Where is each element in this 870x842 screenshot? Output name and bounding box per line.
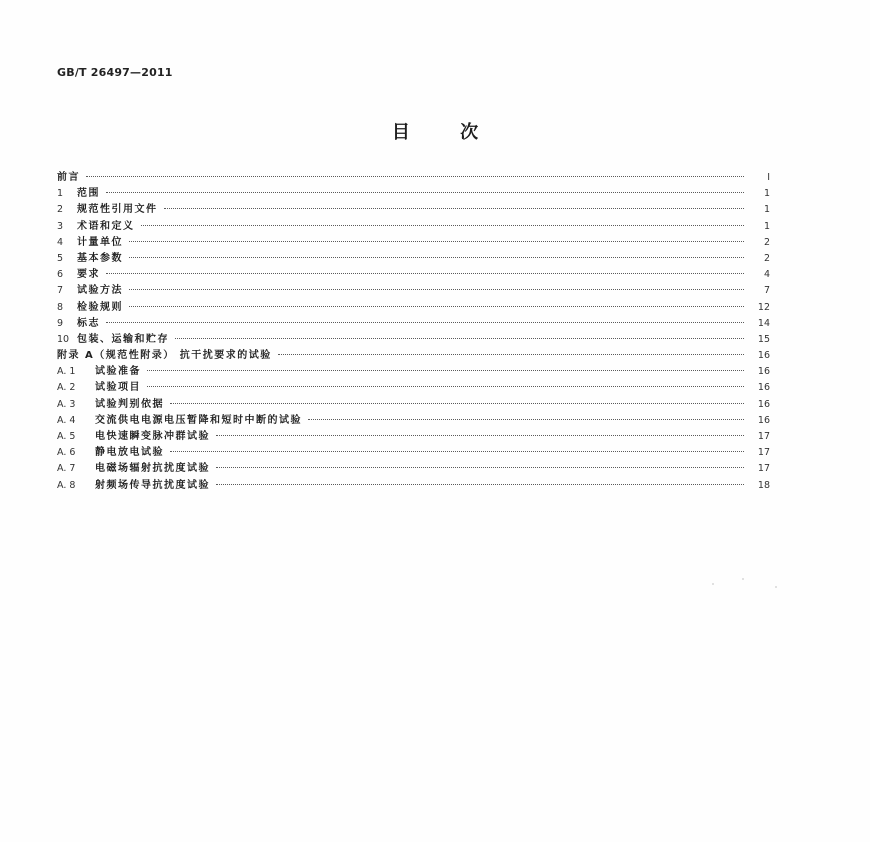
toc-entry-number: 7	[57, 285, 64, 297]
toc-dot-leader	[216, 434, 744, 436]
toc-dot-leader	[308, 418, 744, 420]
toc-entry-number: 3	[57, 220, 64, 232]
toc-entry[interactable]	[57, 267, 770, 283]
toc-entry[interactable]	[57, 413, 770, 429]
toc-dot-leader	[147, 385, 744, 387]
toc-dot-leader	[216, 466, 744, 468]
toc-entry[interactable]	[57, 283, 770, 299]
toc-entry-label: 射频场传导抗扰度试验	[95, 479, 210, 491]
toc-dot-leader	[129, 288, 744, 290]
toc-entry-label: 电磁场辐射抗扰度试验	[95, 463, 210, 475]
toc-entry-page-number: 4	[763, 269, 770, 281]
toc-entry-page-number: 12	[757, 301, 770, 313]
toc-dot-leader	[216, 483, 744, 485]
toc-entry-label: 试验项目	[95, 382, 141, 394]
toc-entry-label: 静电放电试验	[95, 447, 164, 459]
toc-entry[interactable]	[57, 348, 770, 364]
toc-entry-number: 9	[57, 317, 64, 329]
standard-code: GB/T 26497—2011	[57, 66, 173, 79]
toc-entry-number: 8	[57, 301, 64, 313]
toc-entry-page-number: 16	[757, 366, 770, 378]
toc-entry-number: A. 2	[57, 382, 76, 394]
toc-entry-page-number: 18	[757, 479, 770, 491]
toc-entry-number: 10	[57, 333, 70, 345]
toc-entry-number: A. 7	[57, 463, 76, 475]
toc-entry[interactable]	[57, 364, 770, 380]
toc-dot-leader	[106, 321, 744, 323]
toc-entry-number: A. 4	[57, 414, 76, 426]
toc-dot-leader	[170, 450, 744, 452]
toc-entry-page-number: 2	[763, 252, 770, 264]
toc-dot-leader	[129, 305, 744, 307]
toc-entry-page-number: 16	[757, 382, 770, 394]
toc-entry[interactable]	[57, 316, 770, 332]
toc-dot-leader	[129, 240, 744, 242]
toc-entry-page-number: 7	[763, 285, 770, 297]
toc-entry-label: 包装、运输和贮存	[77, 333, 169, 345]
toc-dot-leader	[106, 272, 744, 274]
toc-entry[interactable]	[57, 202, 770, 218]
toc-entry[interactable]	[57, 300, 770, 316]
toc-entry-page-number: 16	[757, 414, 770, 426]
toc-entry-label: 计量单位	[77, 236, 123, 248]
toc-entry-number: 1	[57, 188, 64, 200]
toc-entry[interactable]	[57, 219, 770, 235]
toc-entry-label: 交流供电电源电压暂降和短时中断的试验	[95, 414, 302, 426]
toc-entry[interactable]	[57, 478, 770, 494]
toc-entry-label: 术语和定义	[77, 220, 135, 232]
toc-entry-page-number: 17	[757, 463, 770, 475]
toc-dot-leader	[278, 353, 744, 355]
toc-entry-label: 检验规则	[77, 301, 123, 313]
toc-entry-page-number: 16	[757, 398, 770, 410]
toc-entry[interactable]	[57, 429, 770, 445]
toc-entry-number: A. 6	[57, 447, 76, 459]
toc-entry-number: A. 3	[57, 398, 76, 410]
toc-dot-leader	[170, 402, 744, 404]
toc-dot-leader	[147, 369, 744, 371]
toc-entry[interactable]	[57, 445, 770, 461]
toc-entry-number: A. 8	[57, 479, 76, 491]
toc-dot-leader	[164, 207, 745, 209]
toc-entry-label: 试验方法	[77, 285, 123, 297]
toc-entry-label: 要求	[77, 269, 100, 281]
toc-entry-page-number: 17	[757, 447, 770, 459]
toc-dot-leader	[106, 191, 744, 193]
toc-dot-leader	[141, 224, 745, 226]
toc-entry[interactable]	[57, 380, 770, 396]
scan-speck	[742, 578, 744, 580]
scan-speck	[712, 583, 714, 585]
toc-entry[interactable]	[57, 397, 770, 413]
toc-entry-number: 5	[57, 252, 64, 264]
toc-entry-page-number: 1	[763, 188, 770, 200]
toc-entry-page-number: 2	[763, 236, 770, 248]
toc-entry-page-number: 1	[763, 204, 770, 216]
toc-entry-page-number: I	[767, 172, 770, 183]
toc-entry-label: 标志	[77, 317, 100, 329]
toc-entry-label: 电快速瞬变脉冲群试验	[95, 431, 210, 442]
toc-entry-label: 试验判别依据	[95, 398, 164, 410]
scan-speck	[775, 586, 777, 588]
toc-entry-page-number: 1	[763, 220, 770, 232]
toc-entry-number: A. 1	[57, 366, 76, 378]
toc-dot-leader	[86, 175, 744, 177]
toc-entry-page-number: 15	[757, 333, 770, 345]
toc-entry-page-number: 16	[757, 350, 770, 362]
toc-dot-leader	[129, 256, 744, 258]
toc-entry-page-number: 14	[757, 317, 770, 329]
toc-entry-number: 6	[57, 269, 64, 281]
toc-dot-leader	[175, 337, 744, 339]
toc-entry[interactable]	[57, 170, 770, 186]
toc-entry[interactable]	[57, 332, 770, 348]
toc-entry-label: 范围	[77, 188, 100, 200]
toc-entry-label: 附录 A（规范性附录） 抗干扰要求的试验	[57, 350, 272, 362]
toc-entry-label: 试验准备	[95, 366, 141, 378]
toc-entry-label: 规范性引用文件	[77, 204, 158, 216]
toc-entry-number: A. 5	[57, 431, 76, 442]
toc-entry-number: 2	[57, 204, 64, 216]
toc-entry-label: 基本参数	[77, 252, 123, 264]
table-of-contents	[57, 170, 770, 494]
toc-entry[interactable]	[57, 251, 770, 267]
page-title: 目 次	[391, 122, 479, 143]
toc-entry[interactable]	[57, 461, 770, 477]
toc-entry-number: 4	[57, 236, 64, 248]
toc-entry-page-number: 17	[757, 431, 770, 442]
toc-entry[interactable]	[57, 186, 770, 202]
toc-entry[interactable]	[57, 235, 770, 251]
toc-entry-label: 前言	[57, 172, 80, 183]
